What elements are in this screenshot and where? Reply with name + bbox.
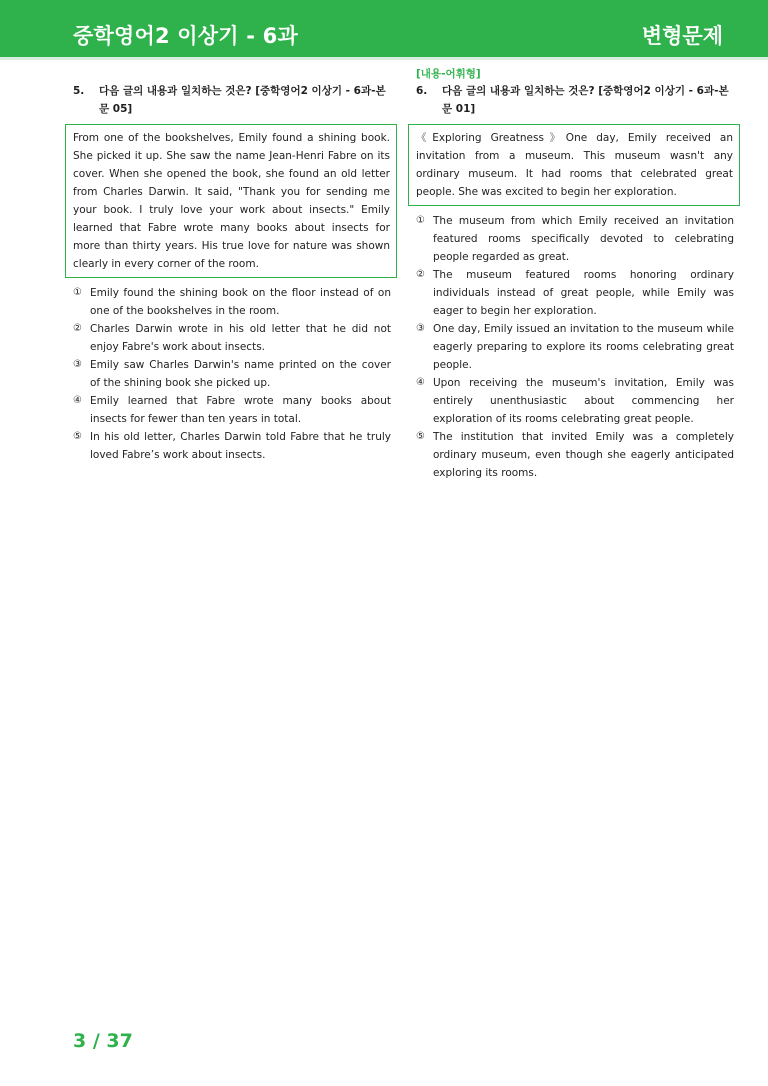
- answer-options: [408, 212, 740, 482]
- option-text: One day, Emily issued an invitation to the museum while eagerly preparing to explore its rooms celebrating great people.: [433, 323, 734, 371]
- question-tag-spacer: [65, 66, 397, 82]
- page-number: 3 / 37: [73, 1030, 133, 1052]
- header-divider: [0, 57, 768, 60]
- option-number: ②: [73, 323, 82, 334]
- option-text: The museum featured rooms honoring ordinary individuals instead of great people, while Emily was eager to begin her exploration.: [433, 269, 734, 317]
- option-5[interactable]: [408, 428, 740, 482]
- option-4[interactable]: [408, 374, 740, 428]
- option-number: ④: [416, 377, 425, 388]
- header-category: 변형문제: [641, 24, 723, 48]
- option-number: ③: [416, 323, 425, 334]
- question-type-tag: [내용-어휘형]: [416, 68, 481, 80]
- option-text: Upon receiving the museum's invitation, Emily was entirely unenthusiastic about commencing her exploration of its rooms celebrating great people.: [433, 377, 734, 425]
- option-number: ⑤: [416, 431, 425, 442]
- option-text: Emily saw Charles Darwin's name printed on the cover of the shining book she picked up.: [90, 359, 391, 389]
- question-stem: [408, 82, 740, 118]
- question-stem: [65, 82, 397, 118]
- option-5[interactable]: [65, 428, 397, 464]
- page-header: [0, 0, 768, 57]
- option-number: ①: [416, 215, 425, 226]
- option-text: The institution that invited Emily was a completely ordinary museum, even though she eagerly anticipated exploring its rooms.: [433, 431, 734, 479]
- option-3[interactable]: [65, 356, 397, 392]
- option-number: ②: [416, 269, 425, 280]
- option-text: The museum from which Emily received an invitation featured rooms specifically devoted to celebrating people regarded as great.: [433, 215, 734, 263]
- question-text: 다음 글의 내용과 일치하는 것은? [중학영어2 이상기 - 6과-본문 05]: [99, 85, 386, 115]
- question-text: 다음 글의 내용과 일치하는 것은? [중학영어2 이상기 - 6과-본문 01]: [442, 85, 729, 115]
- option-text: In his old letter, Charles Darwin told Fabre that he truly loved Fabre’s work about insects.: [90, 431, 391, 461]
- option-text: Emily learned that Fabre wrote many books about insects for fewer than ten years in total.: [90, 395, 391, 425]
- option-number: ④: [73, 395, 82, 406]
- option-2[interactable]: [408, 266, 740, 320]
- question-6: [408, 66, 740, 482]
- option-1[interactable]: [65, 284, 397, 320]
- question-number: 5.: [73, 85, 85, 97]
- option-3[interactable]: [408, 320, 740, 374]
- option-4[interactable]: [65, 392, 397, 428]
- option-number: ③: [73, 359, 82, 370]
- passage-box: 《Exploring Greatness》One day, Emily received an invitation from a museum. This museum wasn't any ordinary museum. It had rooms that celebrated great people. She was excited to begin her exploration.: [408, 124, 740, 206]
- header-title: 중학영어2 이상기 - 6과: [73, 24, 298, 48]
- question-number: 6.: [416, 85, 428, 97]
- option-number: ①: [73, 287, 82, 298]
- passage-box: From one of the bookshelves, Emily found a shining book. She picked it up. She saw the name Jean-Henri Fabre on its cover. When she opened the book, she found an old letter from Charles Darwin. It said, "Thank you for sending me your book. I truly love your work about insects." Emily learned that Fabre wrote many books about insects for more than thirty years. His true love for nature was shown clearly in every corner of the room.: [65, 124, 397, 278]
- question-5: [65, 66, 397, 464]
- answer-options: [65, 284, 397, 464]
- option-2[interactable]: [65, 320, 397, 356]
- option-number: ⑤: [73, 431, 82, 442]
- option-1[interactable]: [408, 212, 740, 266]
- option-text: Emily found the shining book on the floor instead of on one of the bookshelves in the room.: [90, 287, 391, 317]
- option-text: Charles Darwin wrote in his old letter that he did not enjoy Fabre's work about insects.: [90, 323, 391, 353]
